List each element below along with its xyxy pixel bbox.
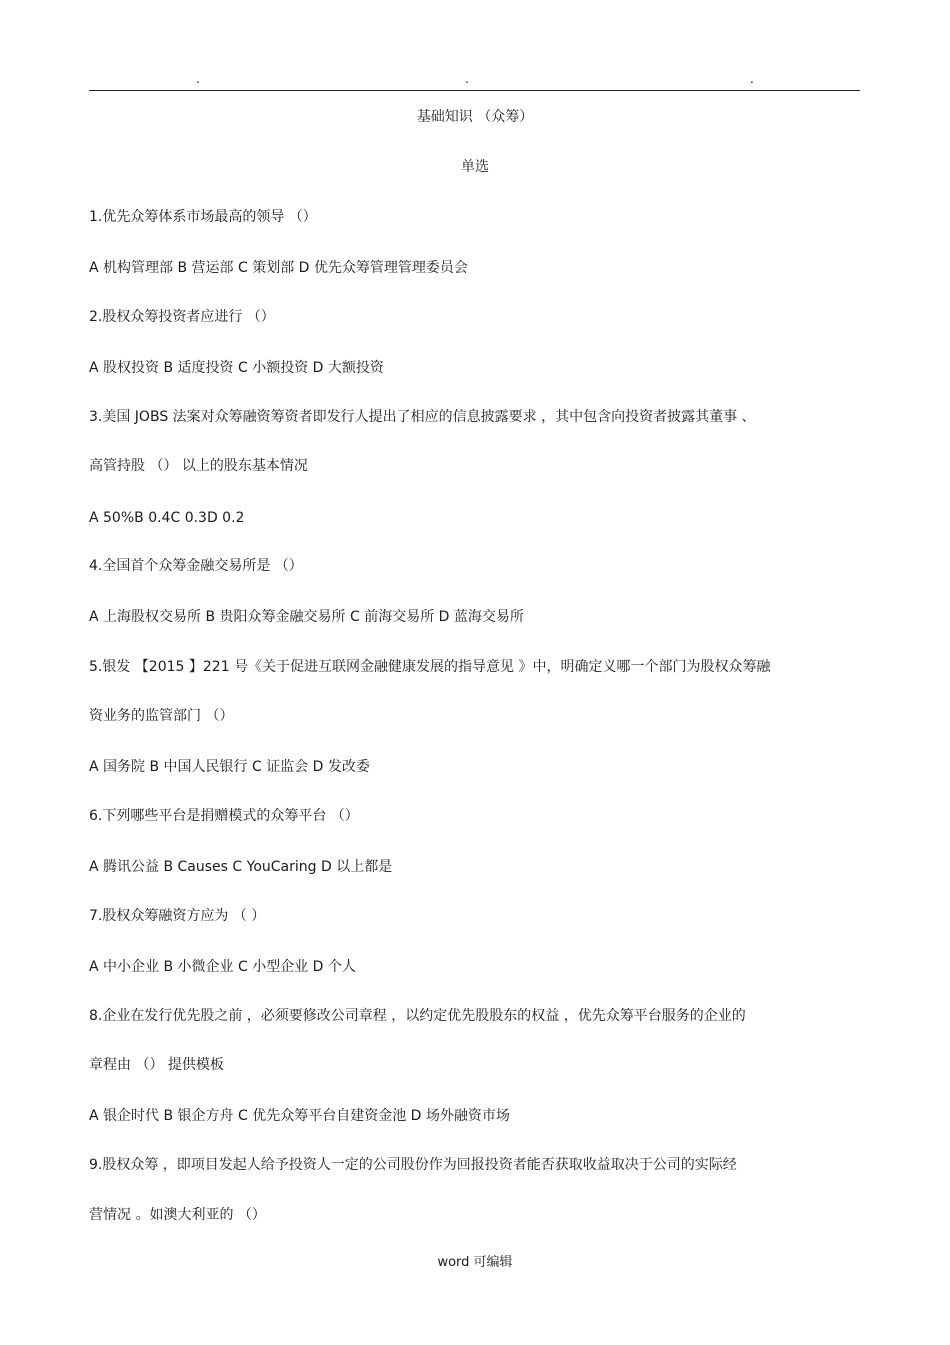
section-heading: 单选: [461, 159, 489, 175]
answer-options-4: A 上海股权交易所 B 贵阳众筹金融交易所 C 前海交易所 D 蓝海交易所: [89, 609, 524, 625]
answer-options-5: A 国务院 B 中国人民银行 C 证监会 D 发改委: [89, 759, 370, 775]
question-8-continued: 章程由 （） 提供模板: [89, 1057, 224, 1073]
question-9-continued: 营情况 。如澳大利亚的 （）: [89, 1207, 266, 1223]
header-dot-3: .: [750, 72, 754, 86]
question-5-continued: 资业务的监管部门 （）: [89, 708, 234, 724]
question-9: 9.股权众筹 ，即项目发起人给予投资人一定的公司股份作为回报投资者能否获取收益取决于公司的实际经: [89, 1157, 737, 1173]
question-4: 4.全国首个众筹金融交易所是 （）: [89, 558, 303, 574]
answer-options-6: A 腾讯公益 B Causes C YouCaring D 以上都是: [89, 859, 393, 875]
question-3: 3.美国 JOBS 法案对众筹融资筹资者即发行人提出了相应的信息披露要求 ，其中包含向投资者披露其董事 、: [89, 409, 756, 425]
question-8: 8.企业在发行优先股之前 ，必须要修改公司章程 ，以约定优先股股东的权益 ，优先众筹平台服务的企业的: [89, 1008, 746, 1024]
question-6: 6.下列哪些平台是捐赠模式的众筹平台 （）: [89, 808, 359, 824]
answer-options-1: A 机构管理部 B 营运部 C 策划部 D 优先众筹管理管理委员会: [89, 260, 468, 276]
answer-options-7: A 中小企业 B 小微企业 C 小型企业 D 个人: [89, 959, 356, 975]
answer-options-8: A 银企时代 B 银企方舟 C 优先众筹平台自建资金池 D 场外融资市场: [89, 1108, 510, 1124]
document-title: 基础知识 （众筹）: [416, 109, 534, 125]
question-2: 2.股权众筹投资者应进行 （）: [89, 309, 275, 325]
header-dot-2: .: [465, 72, 469, 86]
question-5: 5.银发 【2015 】221 号《关于促进互联网金融健康发展的指导意见 》中，明确定义哪一个部门为股权众筹融: [89, 659, 771, 675]
question-7: 7.股权众筹融资方应为 （ ）: [89, 908, 266, 924]
header-dot-1: .: [196, 72, 200, 86]
page-footer: word 可编辑: [437, 1255, 513, 1270]
header-rule: [89, 90, 860, 91]
answer-options-3: A 50%B 0.4C 0.3D 0.2: [89, 510, 245, 526]
question-1: 1.优先众筹体系市场最高的领导 （）: [89, 209, 317, 225]
question-3-continued: 高管持股 （） 以上的股东基本情况: [89, 458, 308, 474]
answer-options-2: A 股权投资 B 适度投资 C 小额投资 D 大额投资: [89, 360, 384, 376]
